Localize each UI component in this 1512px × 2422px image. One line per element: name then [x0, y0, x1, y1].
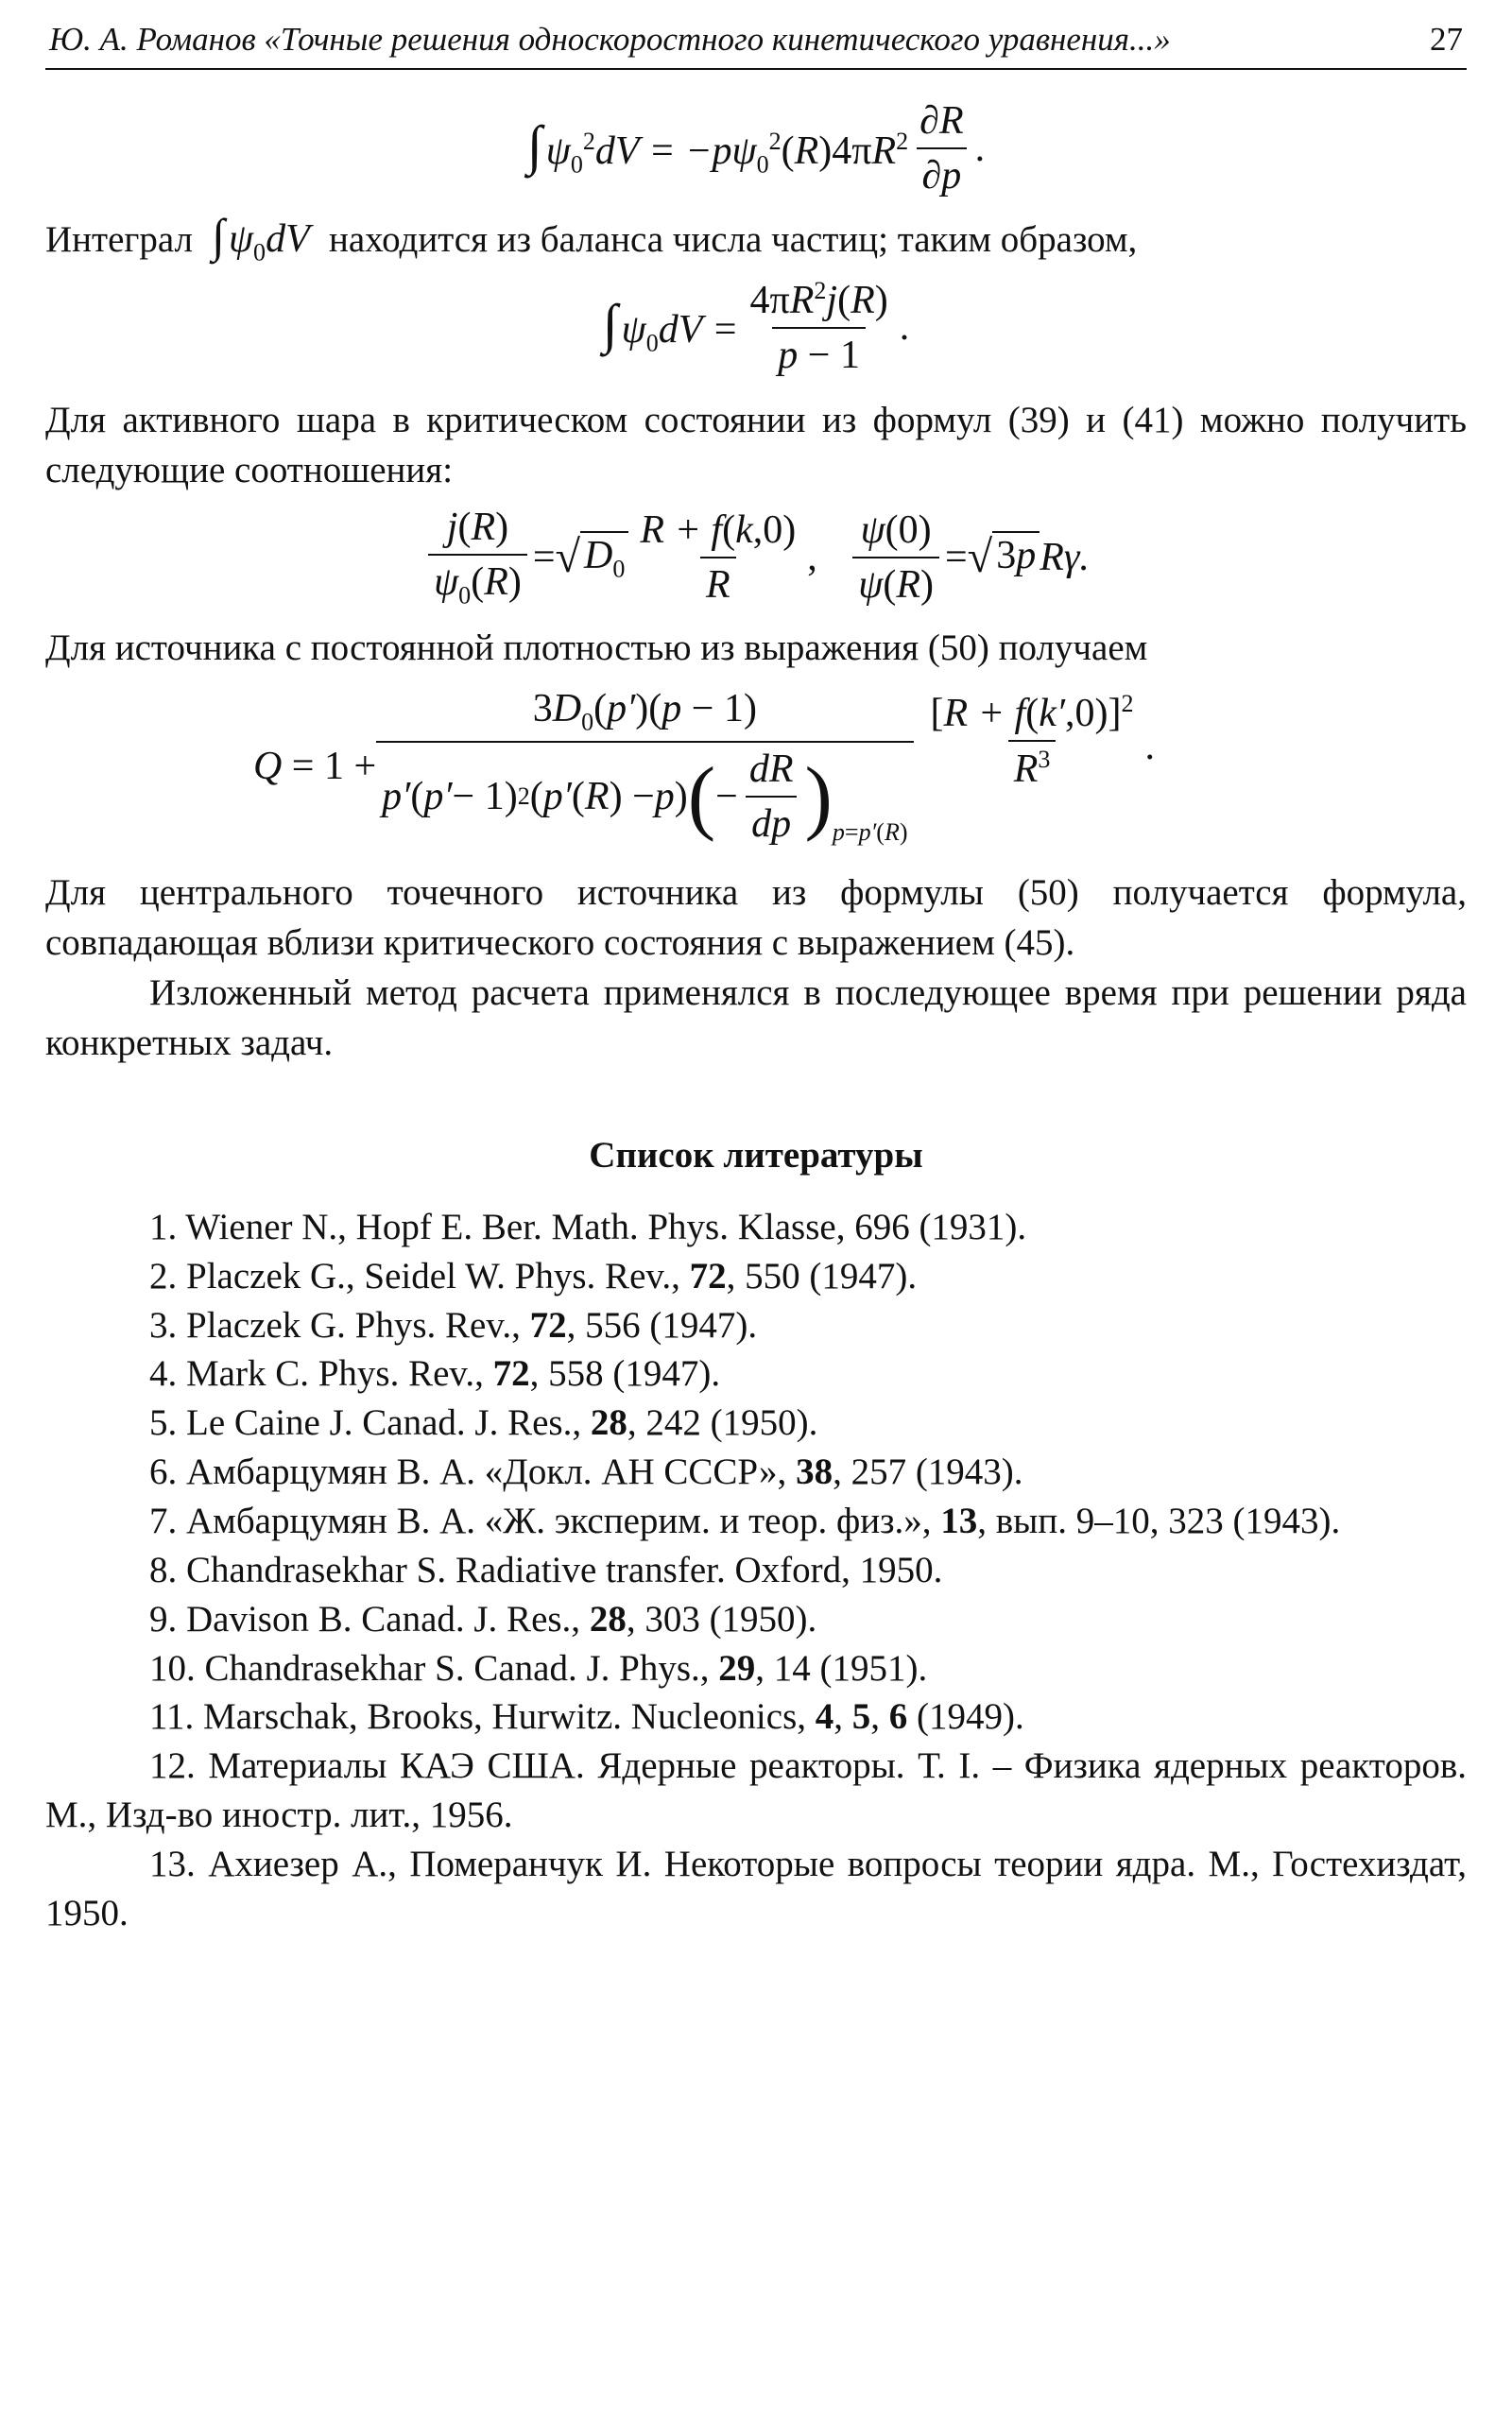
reference-item: 2. Placzek G., Seidel W. Phys. Rev., 72, 550 (1947).	[149, 1255, 918, 1297]
paragraph-point-source: Для центрального точечного источника из формулы (50) получается формула, совпадающая вблизи критического состояния с выражением (45).	[45, 871, 1467, 963]
paragraph-constant-density: Для источника с постоянной плотностью из выражения (50) получаем	[45, 627, 1148, 669]
page	[45, 21, 1467, 1938]
page-number: 27	[1430, 21, 1463, 58]
paragraph-active-sphere: Для активного шара в критическом состоянии из формул (39) и (41) можно получить следующие соотношения:	[45, 399, 1467, 490]
references-title: Список литературы	[589, 1134, 923, 1176]
paragraph-method: Изложенный метод расчета применялся в последующее время при решении ряда конкретных задач.	[45, 971, 1467, 1063]
reference-item: 6. Амбарцумян В. А. «Докл. АН СССР», 38, 257 (1943).	[149, 1451, 1023, 1493]
reference-item: 13. Ахиезер А., Померанчук И. Некоторые вопросы теории ядра. М., Гостехиздат, 1950.	[45, 1843, 1467, 1933]
paragraph-particle-balance: Интеграл $\int\psi_0dV$ находится из баланса числа частиц; таким образом,	[45, 209, 1138, 266]
formula-Q: Q = 1 + $3D_0(p')(p - 1)$ p ′ ( p ′ − 1) 2 ( p ′ ( R ) − p ) ( − $\frac{dR}{dp}$ ) $_{p=p '(R)}$ $\frac{[R + f(k',0)]^2}{R^3}$ .	[252, 687, 1156, 846]
formula-integral-psi: $\int\psi_0dV$ = $\frac{4\pi R^2j(R)}{p - 1}$ .	[602, 276, 910, 377]
formula-relations: $\frac{j(R)}{\psi_0(R)}$ = √ $D_0$ $\frac{R + f(k,0)}{R}$ , $\frac{\psi(0)}{\psi(R)}$ = √ 3p Rγ.	[45, 505, 1467, 610]
reference-item: 12. Материалы КАЭ США. Ядерные реакторы. Т. I. – Физика ядерных реакторов. М., Изд-во иностр. лит., 1956.	[45, 1745, 1467, 1836]
reference-item: 8. Chandrasekhar S. Radiative transfer. Oxford, 1950.	[149, 1549, 943, 1590]
reference-item: 9. Davison B. Canad. J. Res., 28, 303 (1950).	[149, 1598, 817, 1640]
reference-item: 10. Chandrasekhar S. Canad. J. Phys., 29, 14 (1951).	[149, 1647, 928, 1689]
reference-item: 5. Le Caine J. Canad. J. Res., 28, 242 (1950).	[149, 1402, 818, 1444]
running-header	[45, 21, 1467, 70]
reference-item: 1. Wiener N., Hopf E. Ber. Math. Phys. Klasse, 696 (1931).	[149, 1206, 1027, 1247]
inline-integral: $\int\psi_0dV$	[212, 209, 310, 266]
running-title: Ю. А. Романов «Точные решения односкоростного кинетического уравнения...»	[49, 21, 1171, 58]
reference-item: 4. Mark C. Phys. Rev., 72, 558 (1947).	[149, 1353, 721, 1395]
reference-item: 7. Амбарцумян В. А. «Ж. эксперим. и теор. физ.», 13, вып. 9–10, 323 (1943).	[149, 1500, 1341, 1541]
references-list	[45, 1203, 1467, 1938]
formula-integral-psi-squared: $\int\psi_0^2dV = -p\psi_0^2(R)4\pi R^2$ $\frac{\partial R}{\partial p}$ .	[526, 99, 986, 198]
reference-item: 11. Marschak, Brooks, Hurwitz. Nucleonics, 4, 5, 6 (1949).	[149, 1696, 1024, 1738]
reference-item: 3. Placzek G. Phys. Rev., 72, 556 (1947).	[149, 1304, 758, 1346]
